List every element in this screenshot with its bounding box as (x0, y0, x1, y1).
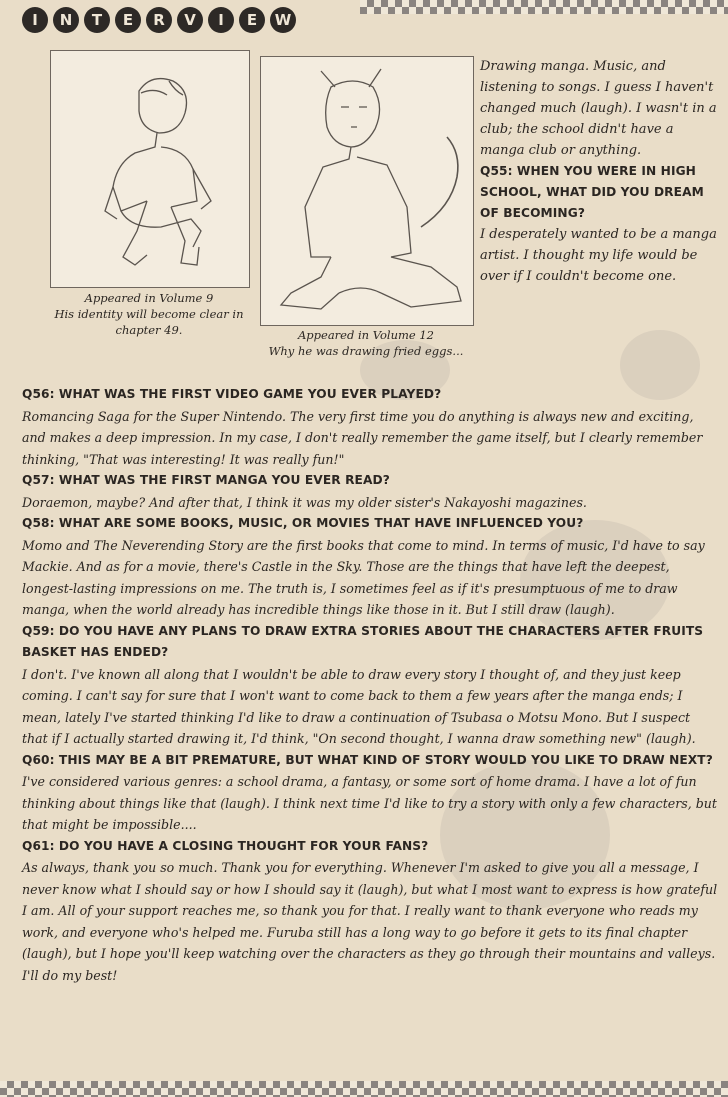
title-letter: I (208, 7, 234, 33)
question-58: Q58: WHAT ARE SOME BOOKS, MUSIC, OR MOVIES THAT HAVE INFLUENCED YOU? (22, 516, 584, 530)
title-letter: N (53, 7, 79, 33)
crouching-boy-sketch-icon (51, 51, 249, 287)
title-letter: W (270, 7, 296, 33)
title-letter: V (177, 7, 203, 33)
caption-line: Appeared in Volume 9 (84, 291, 214, 305)
cat-boy-sketch-icon (261, 57, 473, 325)
caption-line: Appeared in Volume 12 (297, 328, 434, 342)
answer-56: Romancing Saga for the Super Nintendo. The very first time you do anything is always new and exciting, and makes a deep impression. In my case, I don't really remember the game itself, but I clearly remember thinking, "That was interesting! It was really fun!" (22, 408, 703, 467)
answer-59: I don't. I've known all along that I wouldn't be able to draw every story I thought of, and they just keep coming. I can't say for sure that I won't want to come back to them a few years after the manga ends; I mean, lately I've started thinking I'd like to draw a continuation of Tsubasa o Motsu Mono. But I suspect that if I actually started drawing it, I'd think, "On second thought, I wanna draw something new" (laugh). (22, 666, 696, 746)
title-letter: E (239, 7, 265, 33)
answer-55: I desperately wanted to be a manga artist. I thought my life would be over if I couldn't become one. (480, 227, 717, 284)
question-55: Q55: WHEN YOU WERE IN HIGH SCHOOL, WHAT DID YOU DREAM OF BECOMING? (480, 164, 704, 220)
sketch-frame-volume-12 (260, 56, 474, 326)
answer-58: Momo and The Neverending Story are the first books that come to mind. In terms of music, I'd have to say Mackie. And as for a movie, there's Castle in the Sky. Those are the things that have left the deepest, longest-lasting impressions on me. The truth is, I sometimes feel as if it's presumptuous of me to draw manga, when the world already has incredible things like those in it. But I still draw (laugh). (22, 537, 705, 617)
answer-54: Drawing manga. Music, and listening to songs. I guess I haven't changed much (laugh). I wasn't in a club; the school didn't have a manga club or anything. (480, 59, 717, 158)
side-column (480, 56, 718, 287)
interview-body (22, 384, 718, 986)
top-border (360, 0, 728, 14)
bottom-border (0, 1081, 728, 1097)
sketch-frame-volume-9 (50, 50, 250, 288)
question-57: Q57: WHAT WAS THE FIRST MANGA YOU EVER READ? (22, 473, 390, 487)
question-60: Q60: THIS MAY BE A BIT PREMATURE, BUT WHAT KIND OF STORY WOULD YOU LIKE TO DRAW NEXT? (22, 752, 713, 767)
question-56: Q56: WHAT WAS THE FIRST VIDEO GAME YOU EVER PLAYED? (22, 387, 442, 401)
question-59: Q59: DO YOU HAVE ANY PLANS TO DRAW EXTRA STORIES ABOUT THE CHARACTERS AFTER FRUITS BASKET HAS ENDED? (22, 623, 704, 659)
title-letter: I (22, 7, 48, 33)
answer-61: As always, thank you so much. Thank you for everything. Whenever I'm asked to give you all a message, I never know what I should say or how I should say it (laugh), but what I most want to express is how grateful I am. All of your support reaches me, so thank you for that. I really want to thank everyone who reads my work, and everyone who's helped me. Furuba still has a long way to go before it gets to its final chapter (laugh), but I hope you'll keep watching over the characters as they go through their mountains and valleys. I'll do my best! (22, 860, 718, 983)
caption-line: chapter 49. (115, 323, 183, 337)
caption-line: His identity will become clear in (54, 307, 244, 321)
title-letter: T (84, 7, 110, 33)
answer-60: I've considered various genres: a school drama, a fantasy, or some sort of home drama. I have a lot of fun thinking about things like that (laugh). I think next time I'd like to try a story with only a few characters, but that might be impossible.... (22, 774, 717, 832)
title-letter: E (115, 7, 141, 33)
title-letter: R (146, 7, 172, 33)
figure-caption-volume-12 (260, 327, 472, 359)
question-61: Q61: DO YOU HAVE A CLOSING THOUGHT FOR YOUR FANS? (22, 838, 429, 853)
caption-line: Why he was drawing fried eggs... (268, 344, 464, 358)
figure-caption-volume-9 (50, 290, 248, 338)
interview-title (22, 7, 296, 33)
answer-57: Doraemon, maybe? And after that, I think it was my older sister's Nakayoshi magazines. (22, 494, 587, 510)
